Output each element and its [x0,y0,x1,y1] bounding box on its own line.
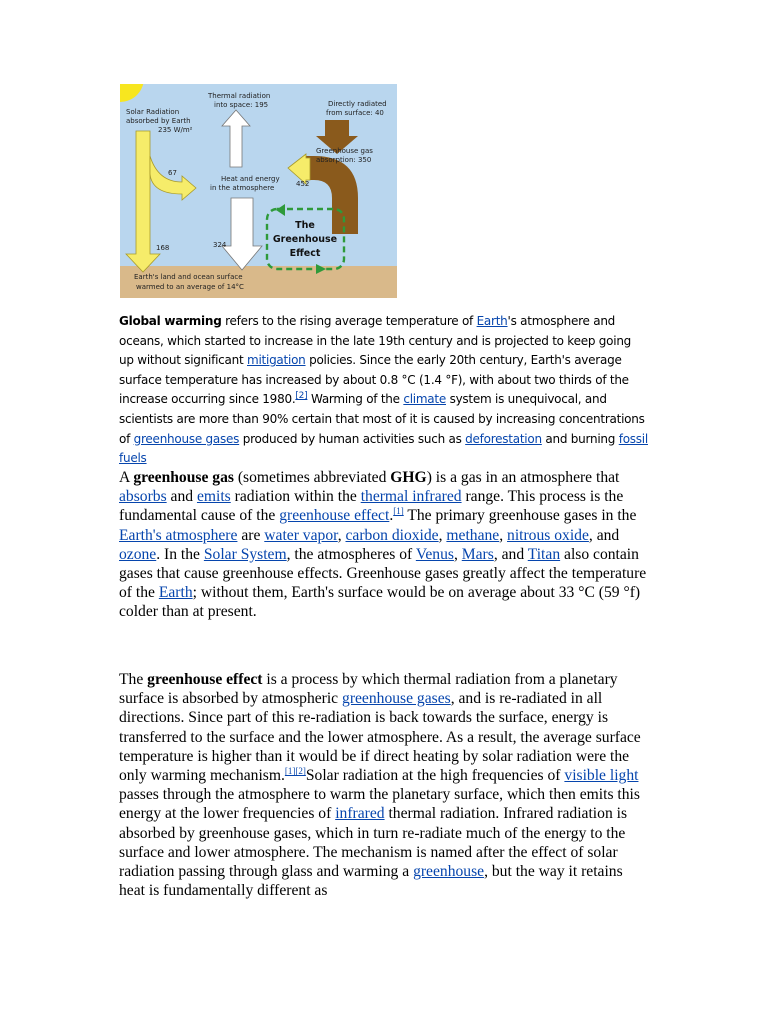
para-text: , the atmospheres of [286,545,416,563]
link-deforestation[interactable]: deforestation [465,431,542,446]
caption-text: system is unequivocal, and scientists are more than 90% certain that most of it is caused by increasing concentrations of [119,392,645,446]
heat-atmosphere-label-2: in the atmosphere [210,184,275,192]
para-text: , [453,545,462,563]
caption-text: refers to the rising average temperature of [221,314,477,328]
para-text: A [119,469,134,486]
caption-text: policies. Since the early 20th century, Earth's average surface temperature has increased by about 0.8 °C (1.4 °F), with about two thirds of the increase occurring since 1980. [119,353,629,407]
para-text: . [389,507,394,525]
link-earth-2[interactable]: Earth [158,584,193,602]
value-452: 452 [296,180,310,188]
link-infrared[interactable]: infrared [335,805,385,823]
link-earth[interactable]: Earth [476,314,508,328]
term-greenhouse-gas: greenhouse gas [133,469,234,486]
gh-absorption-label-2: absorption: 350 [316,156,372,164]
para-text: , [337,526,346,544]
para-text: , and [588,526,620,544]
para-text: (sometimes abbreviated [233,469,391,486]
reference-1-2[interactable]: [1][2] [284,765,306,776]
reference-2[interactable]: [2] [295,391,308,402]
link-mitigation[interactable]: mitigation [247,353,306,368]
solar-absorbed-label-2: absorbed by Earth [126,117,191,125]
link-earths-atmosphere[interactable]: Earth's atmosphere [119,526,238,544]
greenhouse-effect-section [119,670,651,900]
svg-text:Directly radiatedfrom surface: [326,100,387,117]
para-text: The primary greenhouse gases in the [403,507,637,525]
thermal-to-space-label-1: Thermal radiation [208,92,271,100]
value-168: 168 [156,244,170,252]
link-climate[interactable]: climate [403,392,446,407]
para-text: , and is re-radiated in all directions. Since part of this re-radiation is back towards the surface, energy is transferred to the surface and the lower atmosphere. As a result, the average surface temperature is higher than it would be if direct heating by solar radiation were the only warming mechanism. [119,690,641,785]
direct-radiated-label-2: from surface: 40 [326,109,384,117]
link-carbon-dioxide[interactable]: carbon dioxide [345,526,439,544]
link-greenhouse-gases[interactable]: greenhouse gases [133,431,240,446]
para-text: , but the way it retains heat is fundamentally different as [119,863,623,900]
link-titan[interactable]: Titan [527,545,561,563]
reference-1[interactable]: [1] [393,506,404,517]
heat-atmosphere-label-1: Heat and energy [221,175,280,183]
link-absorbs[interactable]: absorbs [119,488,167,506]
effect-title-2: Greenhouse [272,234,338,245]
solar-absorbed-label-3: 235 W/m² [158,126,193,134]
para-text: Solar radiation at the high frequencies of [305,767,565,785]
caption-paragraph [119,312,649,469]
caption-text: Warming of the [307,392,404,407]
caption-text: 's atmosphere and oceans, which started to increase in the late 19th century and is projected to keep going up without significant [119,314,632,368]
greenhouse-effect-paragraph [119,670,651,900]
link-fossil-fuels[interactable]: fossil fuels [119,431,648,466]
link-nitrous-oxide[interactable]: nitrous oxide [507,526,589,544]
para-text: . In the [156,545,204,563]
svg-text:Heat and energyin the atmosphe [210,175,280,192]
link-ozone[interactable]: ozone [119,545,157,563]
value-67: 67 [168,169,177,177]
para-text: is a process by which thermal radiation from a planetary surface is absorbed by atmospheric [119,671,618,708]
para-text: , [499,526,508,544]
link-emits[interactable]: emits [196,488,231,506]
surface-label-1: Earth's land and ocean surface [134,273,243,281]
para-text: passes through the atmosphere to warm the planetary surface, which then emits this energy at the lower frequencies of [119,786,640,823]
greenhouse-gas-paragraph [119,468,651,622]
para-text: The [119,671,148,688]
figure-caption [119,312,649,469]
svg-text:Thermal radiationinto space: 1 [207,92,270,109]
para-text: range. This process is the fundamental cause of the [119,488,624,525]
link-venus[interactable]: Venus [415,545,454,563]
surface-label-2: warmed to an average of 14°C [136,283,244,291]
para-text: ; without them, Earth's surface would be on average about 33 °C (59 °f) colder than at present. [119,584,641,621]
link-greenhouse-effect[interactable]: greenhouse effect [279,507,390,525]
link-methane[interactable]: methane [446,526,500,544]
para-text: and [166,488,197,506]
para-text: also contain gases that cause greenhouse effects. Greenhouse gases greatly affect the temperature of the [119,545,647,602]
thermal-to-space-label-2: into space: 195 [214,101,269,109]
para-text: ) is a gas in an atmosphere that [426,469,620,486]
para-text: radiation within the [230,488,361,506]
svg-text:Greenhouse gasabsorption: 350 [316,147,373,164]
term-ghg: GHG [390,469,427,486]
link-visible-light[interactable]: visible light [564,767,639,785]
link-thermal-infrared[interactable]: thermal infrared [360,488,462,506]
para-text: , [438,526,447,544]
effect-title-3: Effect [289,248,321,259]
link-mars[interactable]: Mars [461,545,494,563]
link-greenhouse[interactable]: greenhouse [413,863,485,881]
caption-term: Global warming [119,314,222,328]
caption-text: and burning [541,431,619,446]
link-solar-system[interactable]: Solar System [203,545,287,563]
effect-title-1: The [295,220,315,231]
para-text: , and [493,545,528,563]
para-text: thermal radiation. Infrared radiation is absorbed by greenhouse gases, which in turn re-radiate much of the energy to the surface and lower atmosphere. The mechanism is named after the effect of solar radiation passing through glass and warming a [119,805,628,881]
link-water-vapor[interactable]: water vapor [264,526,338,544]
caption-text: produced by human activities such as [239,431,466,446]
gh-absorption-label-1: Greenhouse gas [316,147,373,155]
value-324: 324 [213,241,227,249]
term-greenhouse-effect: greenhouse effect [147,671,263,688]
direct-radiated-label-1: Directly radiated [328,100,387,108]
greenhouse-effect-diagram [120,84,397,298]
link-greenhouse-gases-2[interactable]: greenhouse gases [342,690,451,708]
para-text: are [237,526,265,544]
solar-absorbed-label-1: Solar Radiation [126,108,180,116]
greenhouse-gas-section [119,468,651,622]
